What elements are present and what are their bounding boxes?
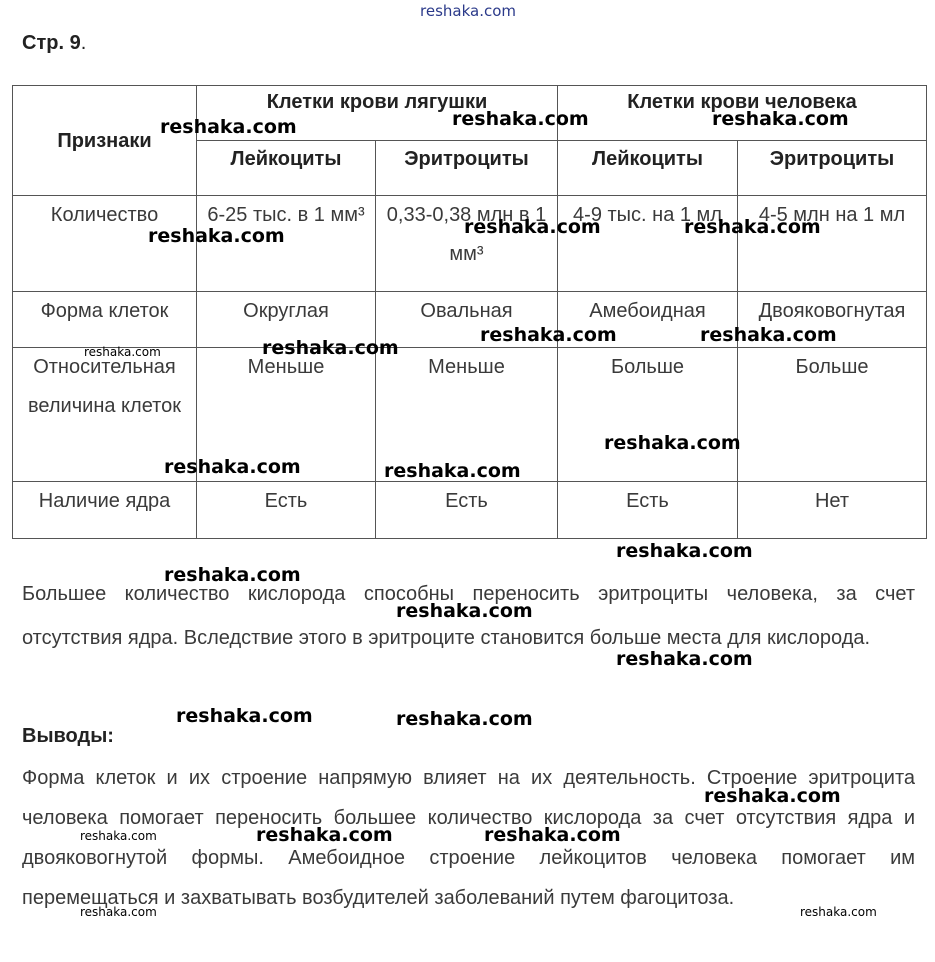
table-cell: Меньше — [376, 348, 558, 482]
watermark: reshaka.com — [80, 829, 157, 843]
table-cell: Есть — [197, 482, 376, 539]
watermark: reshaka.com — [396, 600, 533, 622]
table-cell: 4-5 млн на 1 мл — [738, 196, 927, 292]
row-label: Форма клеток — [13, 292, 197, 348]
watermark: reshaka.com — [148, 225, 285, 247]
table-cell: Есть — [376, 482, 558, 539]
watermark-top: reshaka.com — [420, 2, 516, 20]
human-group-header: Клетки крови человека — [558, 86, 927, 141]
watermark: reshaka.com — [262, 337, 399, 359]
table-cell: Больше — [738, 348, 927, 482]
table-cell: 0,33-0,38 млн в 1 мм³ — [376, 196, 558, 292]
watermark: reshaka.com — [84, 345, 161, 359]
subheader-frog-erythrocytes: Эритроциты — [376, 141, 558, 196]
watermark: reshaka.com — [464, 216, 601, 238]
paragraph-conclusions: Форма клеток и их строение напрямую влияет на их деятельность. Строение эритроцита человека помогает переносить большее количество кислорода за счет отсутствия ядра и двояковогнутой формы. Амебоидное строение лейкоцитов человека помогает им перемещаться и захватывать возбудителей заболеваний путем фагоцитоза. — [22, 767, 915, 909]
subheader-human-erythrocytes: Эритроциты — [738, 141, 927, 196]
watermark: reshaka.com — [176, 705, 313, 727]
paragraph-oxygen: Большее количество кислорода способны переносить эритроциты человека, за счет отсутствия ядра. Вследствие этого в эритроците становится больше места для кислорода. — [22, 583, 915, 649]
watermark: reshaka.com — [616, 648, 753, 670]
table-cell: Больше — [558, 348, 738, 482]
table-cell: Округлая — [197, 292, 376, 348]
watermark: reshaka.com — [700, 324, 837, 346]
watermark: reshaka.com — [164, 564, 301, 586]
conclusions-title: Выводы: — [22, 725, 114, 747]
row-label: Относительная величина клеток — [13, 348, 197, 482]
watermark: reshaka.com — [384, 460, 521, 482]
table-row-nucleus — [13, 482, 927, 539]
table-cell: Есть — [558, 482, 738, 539]
page-label-text: Стр. 9 — [22, 32, 81, 54]
subheader-human-leukocytes: Лейкоциты — [558, 141, 738, 196]
table-cell: Овальная — [376, 292, 558, 348]
watermark: reshaka.com — [712, 108, 849, 130]
watermark: reshaka.com — [480, 324, 617, 346]
row-label: Количество — [13, 196, 197, 292]
subheader-frog-leukocytes: Лейкоциты — [197, 141, 376, 196]
watermark: reshaka.com — [800, 905, 877, 919]
features-header: Признаки — [13, 86, 197, 196]
table-cell: Двояковогнутая — [738, 292, 927, 348]
watermark: reshaka.com — [604, 432, 741, 454]
table-cell: 6-25 тыс. в 1 мм³ — [197, 196, 376, 292]
watermark: reshaka.com — [684, 216, 821, 238]
frog-group-header: Клетки крови лягушки — [197, 86, 558, 141]
watermark: reshaka.com — [484, 824, 621, 846]
table-cell: 4-9 тыс. на 1 мл — [558, 196, 738, 292]
watermark: reshaka.com — [616, 540, 753, 562]
row-label: Наличие ядра — [13, 482, 197, 539]
table-cell: Амебоидная — [558, 292, 738, 348]
watermark: reshaka.com — [256, 824, 393, 846]
watermark: reshaka.com — [80, 905, 157, 919]
watermark: reshaka.com — [452, 108, 589, 130]
table-cell: Меньше — [197, 348, 376, 482]
page-label-dot: . — [80, 32, 87, 54]
page-label — [22, 32, 86, 55]
table-cell: Нет — [738, 482, 927, 539]
watermark: reshaka.com — [396, 708, 533, 730]
watermark: reshaka.com — [704, 785, 841, 807]
watermark: reshaka.com — [164, 456, 301, 478]
watermark: reshaka.com — [160, 116, 297, 138]
